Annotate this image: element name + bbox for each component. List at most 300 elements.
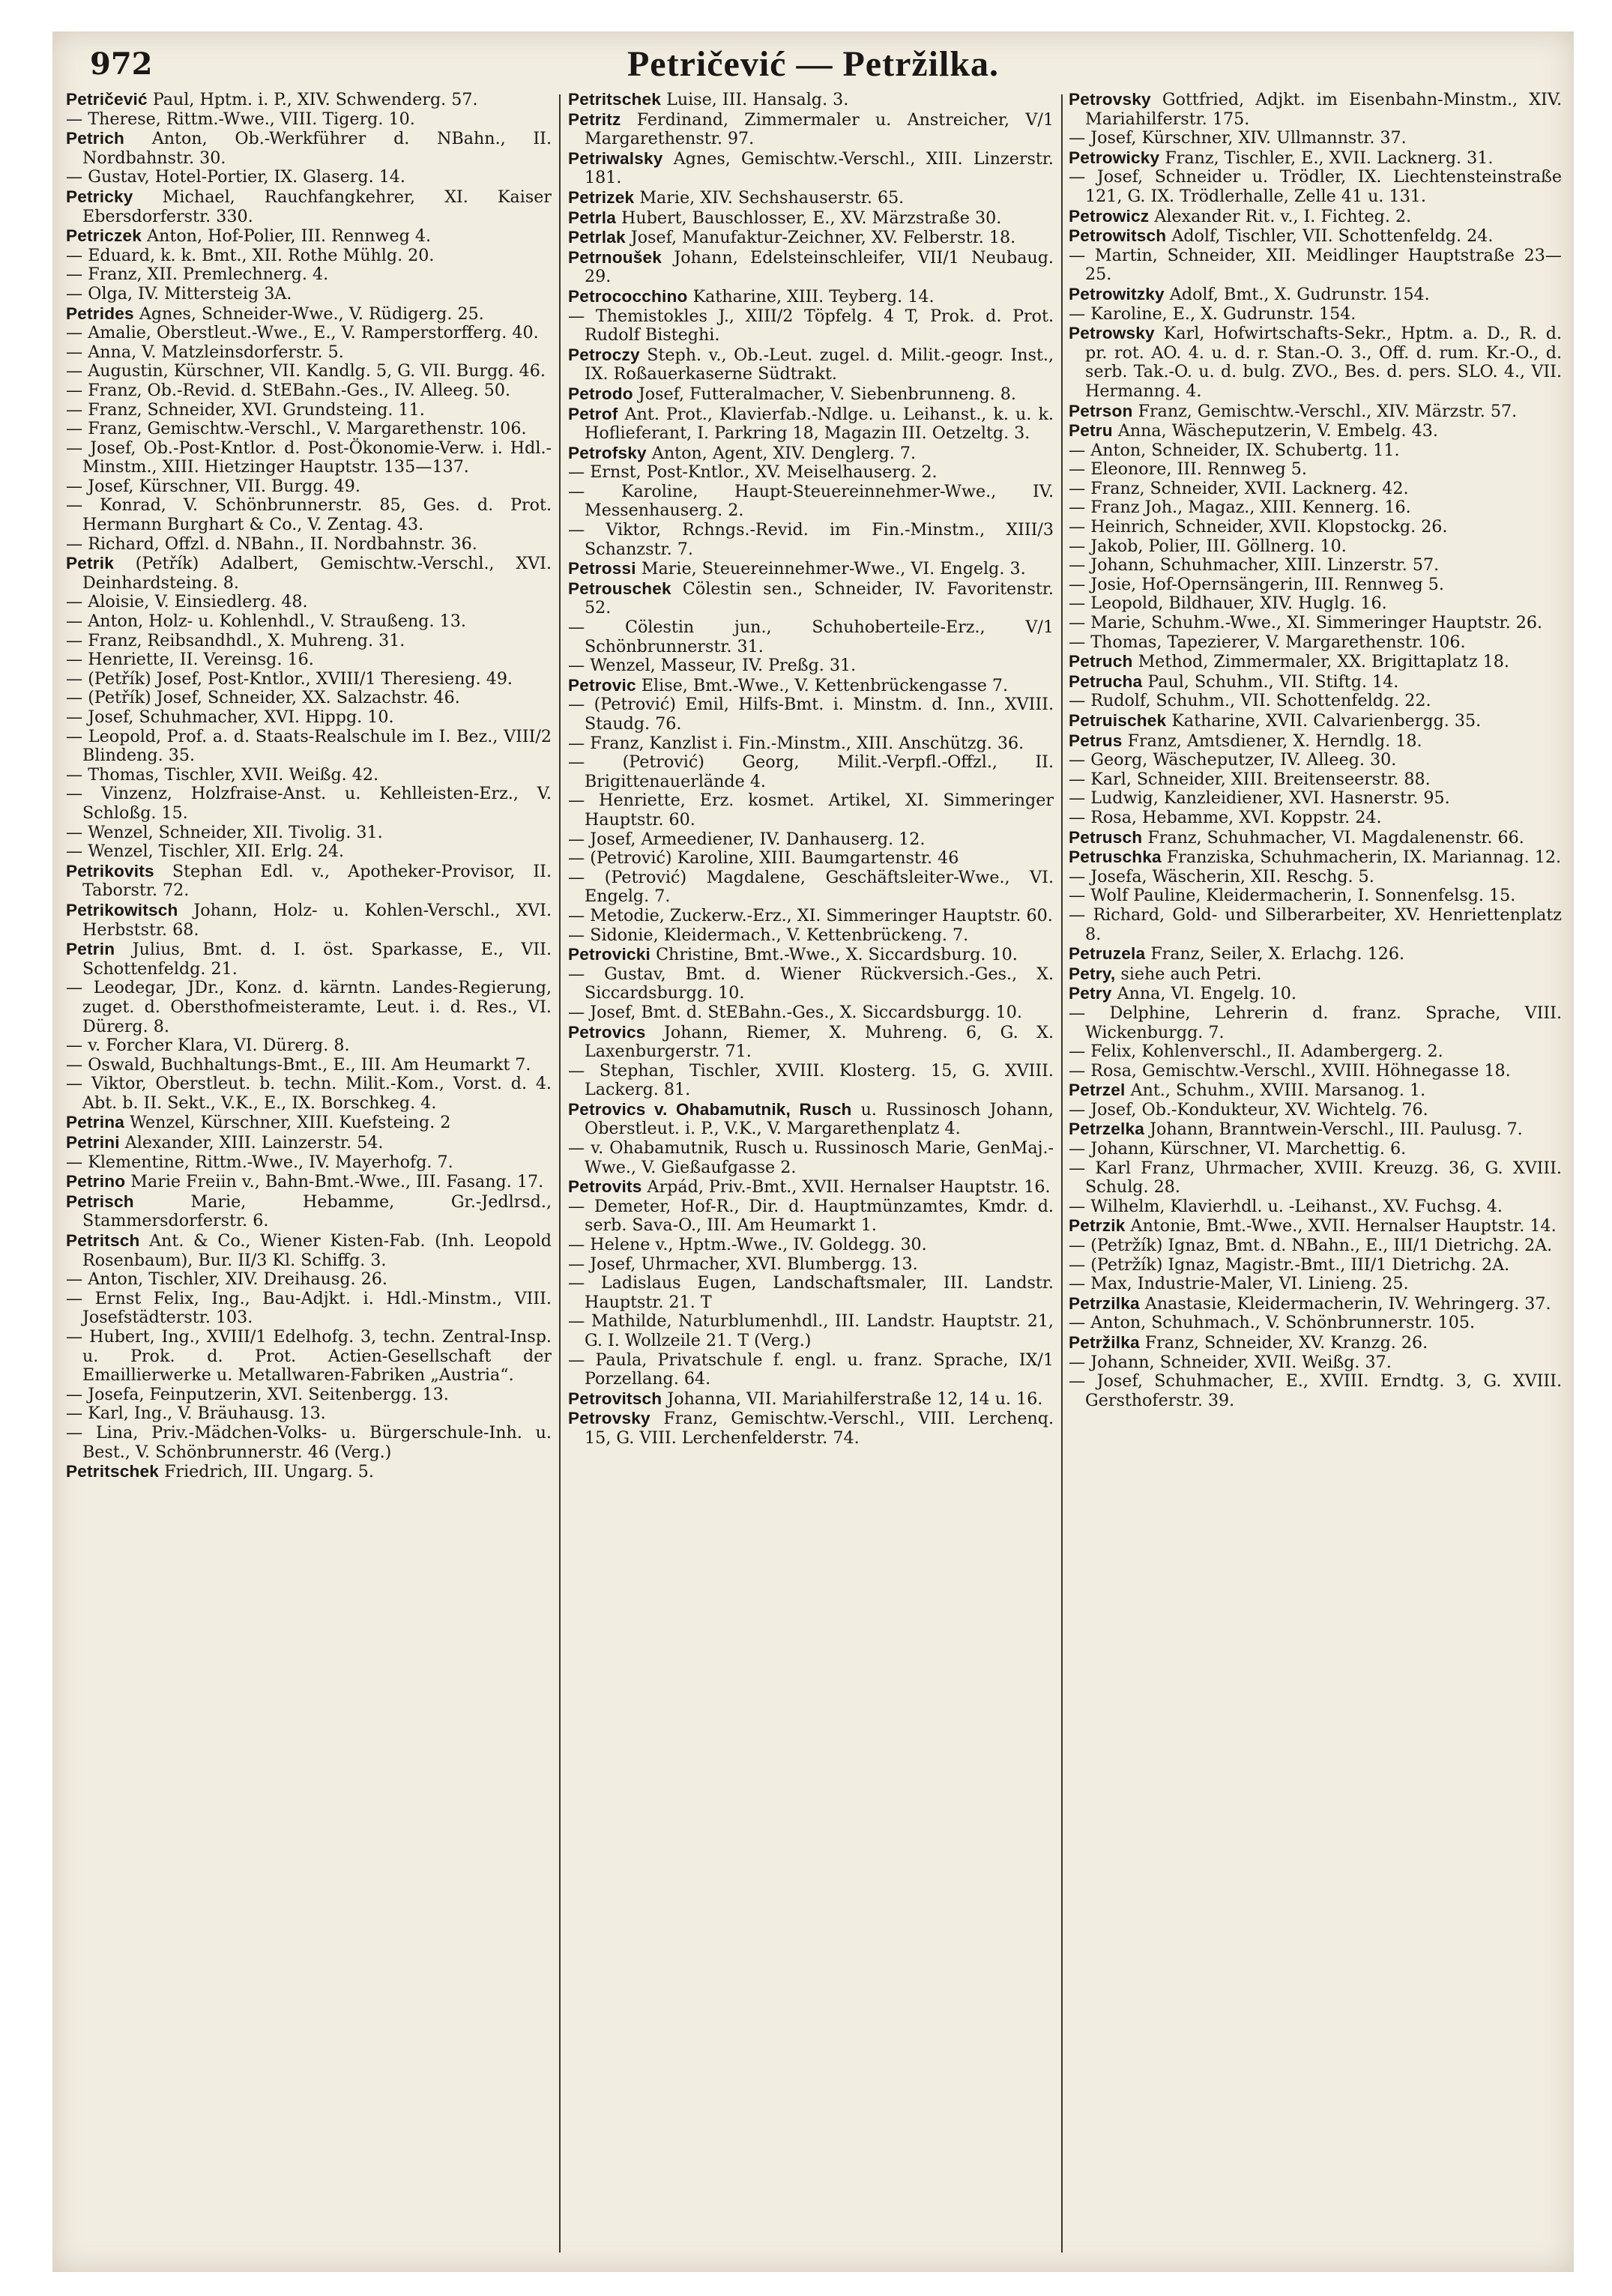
directory-entry	[568, 110, 1054, 149]
directory-entry	[1069, 1314, 1562, 1333]
entry-text: — Themistokles J., XIII/2 Töpfelg. 4 T, Prok. d. Prot. Rudolf Bisteghi.	[568, 306, 1054, 345]
entry-text: — Karoline, Haupt-Steuereinnehmer-Wwe., IV. Messenhauserg. 2.	[568, 481, 1054, 521]
surname-heading: Petruischek	[1069, 711, 1167, 730]
entry-text: — (Petřík) Josef, Post-Kntlor., XVIII/1 Theresieng. 49.	[66, 668, 513, 689]
entry-text: — v. Forcher Klara, VI. Dürerg. 8.	[66, 1036, 350, 1056]
directory-entry	[66, 650, 552, 670]
directory-entry	[66, 168, 552, 187]
entry-text: Anna, Wäscheputzerin, V. Embelg. 43.	[1112, 421, 1438, 441]
entry-text: Agnes, Gemischtw.-Verschl., XIII. Linzerstr. 181.	[585, 148, 1054, 188]
entry-text: Hubert, Bauschlosser, E., XV. Märzstraße 30.	[616, 208, 1002, 228]
surname-heading: Petritschek	[568, 90, 662, 109]
entry-text: — Franz Joh., Magaz., XIII. Kennerg. 16.	[1069, 498, 1411, 518]
surname-heading: Petrovicki	[568, 945, 651, 964]
surname-heading: Petrson	[1069, 401, 1133, 420]
directory-entry	[568, 676, 1054, 696]
entry-text: — Sidonie, Kleidermach., V. Kettenbrückeng. 7.	[568, 925, 969, 945]
surname-heading: Petrowitsch	[1069, 226, 1167, 246]
entry-text: — Paula, Privatschule f. engl. u. franz. Sprache, IX/1 Porzellang. 64.	[568, 1350, 1054, 1389]
entry-text: Ant. & Co., Wiener Kisten-Fab. (Inh. Leopold Rosenbaum), Bur. II/3 Kl. Schiffg. 3.	[82, 1231, 552, 1270]
surname-heading: Petrich	[66, 129, 124, 148]
surname-heading: Petrucha	[1069, 671, 1143, 691]
entry-text: — Aloisie, V. Einsiedlerg. 48.	[66, 592, 308, 612]
entry-text: Ferdinand, Zimmermaler u. Anstreicher, V/1 Margarethenstr. 97.	[585, 109, 1054, 149]
directory-entry	[1069, 751, 1562, 770]
entry-text: — Stephan, Tischler, XVIII. Klosterg. 15, G. XVIII. Lackerg. 81.	[568, 1060, 1054, 1100]
entry-text: — Johann, Schneider, XVII. Weißg. 37.	[1069, 1352, 1392, 1372]
entry-text: — Ernst Felix, Ing., Bau-Adjkt. i. Hdl.-Minstm., VIII. Josefstädterstr. 103.	[66, 1288, 552, 1328]
surname-heading: Petriczek	[66, 226, 142, 246]
entry-text: — Mathilde, Naturblumenhdl., III. Landstr. Hauptstr. 21, G. I. Wollzeile 21. T (Verg.)	[568, 1311, 1054, 1350]
surname-heading: Petrzelka	[1069, 1120, 1145, 1139]
directory-entry	[66, 842, 552, 862]
directory-entry	[568, 830, 1054, 850]
directory-entry	[1069, 1004, 1562, 1042]
directory-entry	[66, 1270, 552, 1290]
directory-entry	[66, 110, 552, 130]
directory-entry	[66, 708, 552, 728]
entry-text: — Josef, Uhrmacher, XVI. Blumbergg. 13.	[568, 1254, 918, 1274]
entry-text: — Josef, Schuhmacher, E., XVIII. Erndtg. 3, G. XVIII. Gersthoferstr. 39.	[1069, 1371, 1562, 1410]
entry-text: — Leodegar, JDr., Konz. d. kärntn. Landes-Regierung, zuget. d. Obersthofmeisteramte, Leut. i. d. Res., VI. Dürerg. 8.	[66, 978, 552, 1036]
entry-text: u. Russinosch Johann, Oberstleut. i. P., V.K., V. Margarethenplatz 4.	[585, 1099, 1054, 1139]
surname-heading: Petruch	[1069, 652, 1133, 671]
entry-text: — Thomas, Tapezierer, V. Margarethenstr. 106.	[1069, 632, 1466, 652]
directory-entry	[1069, 731, 1562, 752]
directory-entry	[568, 248, 1054, 287]
entry-text: — Rudolf, Schuhm., VII. Schottenfeldg. 22.	[1069, 691, 1431, 711]
directory-entry	[1069, 789, 1562, 809]
entry-text: — v. Ohabamutnik, Rusch u. Russinosch Marie, GenMaj.-Wwe., V. Gießaufgasse 2.	[568, 1138, 1054, 1177]
surname-heading: Petrofsky	[568, 443, 647, 462]
directory-entry	[1069, 556, 1562, 575]
entry-text: — Wolf Pauline, Kleidermacherin, I. Sonnenfelsg. 15.	[1069, 886, 1516, 906]
surname-heading: Petrouschek	[568, 578, 671, 598]
entry-text: — Max, Industrie-Maler, VI. Linieng. 25.	[1069, 1274, 1409, 1294]
surname-heading: Petrovitsch	[568, 1389, 662, 1408]
directory-entry	[1069, 906, 1562, 944]
entry-text: — Thomas, Tischler, XVII. Weißg. 42.	[66, 764, 379, 785]
entry-text: — Gustav, Bmt. d. Wiener Rückversich.-Ges., X. Siccardsburgg. 10.	[568, 964, 1054, 1003]
entry-text: Anna, VI. Engelg. 10.	[1111, 984, 1296, 1004]
entry-text: — (Petrović) Karoline, XIII. Baumgartenstr. 46	[568, 848, 959, 868]
directory-entry	[1069, 652, 1562, 672]
directory-entry	[568, 521, 1054, 559]
directory-entry	[1069, 614, 1562, 633]
page-number: 972	[90, 46, 153, 82]
directory-entry	[1069, 168, 1562, 206]
entry-text: — Josef, Armeediener, IV. Danhauserg. 12.	[568, 829, 926, 849]
entry-text: Marie, XIV. Sechshauserstr. 65.	[634, 187, 905, 208]
entry-text: — Konrad, V. Schönbrunnerstr. 85, Ges. d. Prot. Hermann Burghart & Co., V. Zentag. 43.	[66, 495, 552, 535]
directory-entry	[66, 401, 552, 420]
entry-text: — Vinzenz, Holzfraise-Anst. u. Kehlleisten-Erz., V. Schloßg. 15.	[66, 784, 552, 823]
entry-text: — Hubert, Ing., XVIII/1 Edelhofg. 3, techn. Zentral-Insp. u. Prok. d. Prot. Actien-Gesellschaft der Emaillierwerke u. Metallwaren-Fabriken „Austria“.	[66, 1327, 552, 1386]
entry-text: Adolf, Tischler, VII. Schottenfeldg. 24.	[1166, 226, 1494, 247]
directory-entry	[1069, 537, 1562, 557]
directory-entry	[568, 1023, 1054, 1062]
directory-entry	[1069, 207, 1562, 227]
directory-entry	[1069, 402, 1562, 422]
directory-entry	[1069, 480, 1562, 499]
directory-entry	[1069, 1275, 1562, 1294]
directory-entry	[1069, 1236, 1562, 1256]
directory-entry	[1069, 809, 1562, 828]
entry-text: Elise, Bmt.-Wwe., V. Kettenbrückengasse 7.	[636, 675, 1009, 695]
directory-entry	[568, 405, 1054, 444]
entry-text: — Franz, Schneider, XVI. Grundsteing. 11.	[66, 399, 425, 420]
entry-text: — Eduard, k. k. Bmt., XII. Rothe Mühlg. 20.	[66, 245, 435, 265]
directory-entry	[66, 90, 552, 110]
surname-heading: Petrococchino	[568, 286, 688, 306]
entry-text: — Marie, Schuhm.-Wwe., XI. Simmeringer Hauptstr. 26.	[1069, 613, 1543, 633]
entry-text: — Josef, Bmt. d. StEBahn.-Ges., X. Siccardsburgg. 10.	[568, 1002, 1022, 1022]
entry-text: — Metodie, Zuckerw.-Erz., XI. Simmeringer Hauptstr. 60.	[568, 905, 1053, 925]
entry-text: Marie, Hebamme, Gr.-Jedlrsd., Stammersdorferstr. 6.	[82, 1191, 552, 1231]
surname-heading: Petricky	[66, 187, 133, 206]
surname-heading: Petritschek	[66, 1462, 160, 1481]
directory-entry	[568, 753, 1054, 791]
entry-text: Stephan Edl. v., Apotheker-Provisor, II. Taborstr. 72.	[82, 861, 552, 901]
entry-text: Michael, Rauchfangkehrer, XI. Kaiser Ebersdorferstr. 330.	[82, 187, 552, 226]
directory-entry	[66, 1404, 552, 1424]
surname-heading: Petriwalsky	[568, 148, 663, 168]
directory-entry	[1069, 633, 1562, 653]
directory-entry	[1069, 421, 1562, 441]
entry-text: Method, Zimmermaler, XX. Brigittaplatz 18.	[1132, 652, 1509, 672]
directory-entry	[568, 734, 1054, 754]
directory-entry	[1069, 868, 1562, 887]
surname-heading: Petričević	[66, 90, 148, 109]
entry-text: — Rosa, Gemischtw.-Verschl., XVIII. Höhnegasse 18.	[1069, 1060, 1511, 1081]
directory-entry	[1069, 711, 1562, 731]
directory-entry	[66, 1328, 552, 1386]
entry-text: Marie Freiin v., Bahn-Bmt.-Wwe., III. Fasang. 17.	[125, 1172, 544, 1192]
directory-entry	[1069, 1216, 1562, 1236]
entry-text: — Johann, Schuhmacher, XIII. Linzerstr. 57.	[1069, 555, 1440, 575]
directory-entry	[568, 945, 1054, 965]
directory-entry	[66, 285, 552, 304]
directory-entry	[1069, 886, 1562, 906]
entry-text: Katharine, XVII. Calvarienbergg. 35.	[1166, 711, 1482, 731]
surname-heading: Petrovics	[568, 1022, 646, 1042]
directory-entry	[66, 1075, 552, 1113]
surname-heading: Petry,	[1069, 964, 1116, 983]
entry-text: — Franz, Ob.-Revid. d. StEBahn.-Ges., IV. Alleeg. 50.	[66, 380, 511, 400]
entry-text: siehe auch Petri.	[1115, 964, 1262, 984]
directory-entry	[568, 1274, 1054, 1312]
surname-heading: Petrini	[66, 1133, 120, 1152]
surname-heading: Petritz	[568, 109, 621, 129]
directory-entry	[66, 1462, 552, 1482]
directory-entry	[568, 1003, 1054, 1023]
directory-entry	[568, 791, 1054, 830]
directory-entry	[66, 1231, 552, 1270]
directory-entry	[568, 1062, 1054, 1100]
entry-text: — Felix, Kohlenverschl., II. Adambergerg. 2.	[1069, 1042, 1443, 1062]
directory-entry	[1069, 672, 1562, 692]
surname-heading: Petrovic	[568, 675, 636, 695]
entry-text: — Ernst, Post-Kntlor., XV. Meiselhauserg. 2.	[568, 462, 938, 483]
entry-text: — Wenzel, Schneider, XII. Tivolig. 31.	[66, 822, 383, 842]
entry-text: — Richard, Offzl. d. NBahn., II. Nordbahnstr. 36.	[66, 534, 477, 554]
surname-heading: Petrzel	[1069, 1081, 1126, 1100]
directory-entry	[66, 439, 552, 477]
entry-text: — Josie, Hof-Opernsängerin, III. Rennweg 5.	[1069, 574, 1444, 594]
entry-text: Franz, Amtsdiener, X. Herndlg. 18.	[1122, 731, 1422, 751]
entry-text: Gottfried, Adjkt. im Eisenbahn-Minstm., XIV. Mariahilferstr. 175.	[1085, 90, 1562, 129]
entry-text: — Martin, Schneider, XII. Meidlinger Hauptstraße 23—25.	[1069, 245, 1562, 285]
directory-entry	[1069, 1120, 1562, 1140]
surname-heading: Petrossi	[568, 559, 636, 578]
directory-entry	[66, 187, 552, 226]
entry-text: — Oswald, Buchhaltungs-Bmt., E., III. Am Heumarkt 7.	[66, 1054, 531, 1075]
entry-text: — Karl, Schneider, XIII. Breitenseerstr. 88.	[1069, 769, 1431, 789]
surname-heading: Petrowicz	[1069, 206, 1150, 226]
entry-text: — (Petržík) Ignaz, Magistr.-Bmt., III/1 Dietrichg. 2A.	[1069, 1254, 1510, 1275]
entry-text: — Leopold, Bildhauer, XIV. Huglg. 16.	[1069, 593, 1387, 614]
directory-entry	[568, 228, 1054, 248]
entry-text: — Franz, XII. Premlechnerg. 4.	[66, 265, 329, 285]
directory-entry	[66, 343, 552, 363]
directory-entry	[1069, 1140, 1562, 1159]
entry-text: Katharine, XIII. Teyberg. 14.	[687, 286, 935, 306]
entry-text: — Anton, Holz- u. Kohlenhdl., V. Straußeng. 13.	[66, 611, 466, 632]
directory-column-2	[568, 90, 1054, 2263]
entry-text: — Ludwig, Kanzleidiener, XVI. Hasnerstr. 95.	[1069, 788, 1450, 809]
entry-text: Franz, Schneider, XV. Kranzg. 26.	[1139, 1333, 1428, 1353]
surname-heading: Petrovsky	[568, 1409, 650, 1428]
surname-heading: Petrof	[568, 404, 618, 423]
surname-heading: Petrla	[568, 208, 616, 227]
entry-text: — Karl Franz, Uhrmacher, XVIII. Kreuzg. 36, G. XVIII. Schulg. 28.	[1069, 1158, 1562, 1197]
entry-text: — Rosa, Hebamme, XVI. Koppstr. 24.	[1069, 807, 1382, 827]
directory-entry	[1069, 1042, 1562, 1062]
directory-entry	[66, 862, 552, 901]
surname-heading: Petroczy	[568, 345, 640, 364]
directory-entry	[66, 554, 552, 593]
directory-entry	[568, 695, 1054, 734]
directory-entry	[568, 618, 1054, 656]
directory-entry	[1069, 1256, 1562, 1275]
entry-text: — Leopold, Prof. a. d. Staats-Realschule im I. Bez., VIII/2 Blindeng. 35.	[66, 726, 552, 766]
directory-entry	[66, 940, 552, 979]
entry-text: — Olga, IV. Mittersteig 3A.	[66, 283, 292, 303]
entry-text: — Anton, Tischler, XIV. Dreihausg. 26.	[66, 1269, 387, 1290]
directory-entry	[66, 1386, 552, 1405]
directory-entry	[66, 689, 552, 708]
entry-text: — Karoline, E., X. Gudrunstr. 154.	[1069, 303, 1356, 324]
directory-entry	[1069, 594, 1562, 614]
directory-entry	[568, 384, 1054, 405]
directory-entry	[66, 1424, 552, 1462]
entry-text: — Anna, V. Matzleinsdorferstr. 5.	[66, 342, 344, 362]
entry-text: — Franz, Schneider, XVII. Lacknerg. 42.	[1069, 478, 1409, 498]
entry-text: — Johann, Kürschner, VI. Marchettig. 6.	[1069, 1139, 1407, 1159]
surname-heading: Petrina	[66, 1113, 124, 1132]
surname-heading: Petrus	[1069, 731, 1123, 750]
directory-entry	[1069, 1101, 1562, 1120]
column-divider	[559, 94, 561, 2253]
entry-text: — Demeter, Hof-R., Dir. d. Hauptmünzamtes, Kmdr. d. serb. Sava-O., III. Am Heumarkt 1.	[568, 1196, 1054, 1236]
directory-entry	[568, 965, 1054, 1003]
directory-entry	[568, 483, 1054, 521]
entry-text: Anton, Ob.-Werkführer d. NBahn., II. Nordbahnstr. 30.	[82, 129, 552, 168]
directory-entry	[66, 632, 552, 651]
directory-entry	[1069, 1197, 1562, 1217]
entry-text: — Franz, Reibsandhdl., X. Muhreng. 31.	[66, 630, 405, 650]
directory-entry	[1069, 770, 1562, 790]
directory-entry	[568, 1236, 1054, 1255]
entry-text: — Viktor, Rchngs.-Revid. im Fin.-Minstm., XIII/3 Schanzstr. 7.	[568, 520, 1054, 559]
entry-text: Josef, Futteralmacher, V. Siebenbrunneng. 8.	[633, 384, 1016, 404]
directory-entry	[66, 381, 552, 401]
directory-entry	[568, 1255, 1054, 1275]
directory-entry	[1069, 1333, 1562, 1353]
entry-text: — Wenzel, Masseur, IV. Preßg. 31.	[568, 656, 857, 676]
surname-heading: Petrides	[66, 303, 134, 323]
entry-text: — Heinrich, Schneider, XVII. Klopstockg. 26.	[1069, 517, 1448, 537]
entry-text: Anton, Agent, XIV. Denglerg. 7.	[646, 443, 917, 463]
entry-text: — Josef, Kürschner, XIV. Ullmannstr. 37.	[1069, 128, 1407, 148]
directory-entry	[568, 208, 1054, 229]
entry-text: — Eleonore, III. Rennweg 5.	[1069, 459, 1307, 480]
entry-text: — Richard, Gold- und Silberarbeiter, XV. Henriettenplatz 8.	[1069, 904, 1562, 944]
directory-entry	[568, 1351, 1054, 1389]
directory-entry	[66, 670, 552, 689]
surname-heading: Petrnoušek	[568, 247, 662, 267]
surname-heading: Petrikowitsch	[66, 900, 178, 919]
directory-entry	[568, 1389, 1054, 1410]
surname-heading: Petru	[1069, 421, 1113, 441]
directory-entry	[568, 307, 1054, 345]
entry-text: Ant., Schuhm., XVIII. Marsanog. 1.	[1125, 1081, 1426, 1101]
directory-entry	[1069, 1159, 1562, 1197]
directory-entry	[66, 1113, 552, 1133]
directory-entry	[1069, 1353, 1562, 1373]
entry-text: Franz, Schuhmacher, VI. Magdalenenstr. 66.	[1142, 827, 1524, 848]
directory-entry	[66, 304, 552, 324]
surname-heading: Petrzik	[1069, 1216, 1126, 1236]
surname-heading: Petrlak	[568, 228, 626, 247]
directory-entry	[66, 766, 552, 785]
directory-entry	[1069, 964, 1562, 985]
surname-heading: Petritsch	[66, 1231, 140, 1251]
directory-entry	[66, 728, 552, 766]
entry-text: — (Petrović) Georg, Milit.-Verpfl.-Offzl., II. Brigittenauerlände 4.	[568, 752, 1054, 791]
page-header	[82, 42, 1544, 94]
entry-text: Steph. v., Ob.-Leut. zugel. d. Milit.-geogr. Inst., IX. Roßauerkaserne Südtrakt.	[585, 345, 1054, 384]
entry-text: Ant. Prot., Klavierfab.-Ndlge. u. Leihanst., k. u. k. Hoflieferant, I. Parkring 18, Magazin III. Oetzeltg. 3.	[585, 404, 1054, 444]
entry-text: Johann, Holz- u. Kohlen-Verschl., XVI. Herbststr. 68.	[82, 900, 552, 940]
directory-entry	[1069, 1081, 1562, 1101]
directory-entry	[1069, 226, 1562, 247]
directory-entry	[1069, 984, 1562, 1004]
surname-heading: Petruzela	[1069, 944, 1146, 964]
directory-entry	[66, 226, 552, 247]
entry-text: — Wenzel, Tischler, XII. Erlg. 24.	[66, 842, 345, 862]
entry-text: Karl, Hofwirtschafts-Sekr., Hptm. a. D., R. d. pr. rot. AO. 4. u. d. r. Stan.-O. 3., Off. d. rum. Kr.-O., d. serb. Tak.-O. u. d. bulg. ZVO., Bes. d. pers. SLO. 4., VII. Hermanng. 4.	[1085, 324, 1562, 401]
surname-heading: Petrusch	[1069, 827, 1143, 847]
directory-entry	[66, 265, 552, 285]
directory-entry	[1069, 828, 1562, 848]
directory-entry	[568, 188, 1054, 208]
directory-entry	[66, 593, 552, 612]
entry-text: Franz, Tischler, E., XVII. Lacknerg. 31.	[1159, 148, 1494, 168]
directory-entry	[66, 535, 552, 555]
directory-entry	[66, 901, 552, 940]
directory-entry	[568, 849, 1054, 868]
entry-text: Christine, Bmt.-Wwe., X. Siccardsburg. 10.	[650, 945, 1018, 965]
entry-text: Johann, Edelsteinschleifer, VII/1 Neubaug. 29.	[585, 247, 1054, 287]
surname-heading: Petrzilka	[1069, 1293, 1140, 1313]
directory-entry	[1069, 324, 1562, 401]
directory-entry	[568, 868, 1054, 907]
directory-entry	[1069, 575, 1562, 595]
entry-text: — Josef, Ob.-Post-Kntlor. d. Post-Ökonomie-Verw. i. Hdl.-Minstm., XIII. Hietzinger Hauptstr. 135—137.	[66, 438, 552, 477]
directory-entry	[66, 785, 552, 823]
directory-entry	[66, 247, 552, 266]
directory-entry	[66, 324, 552, 343]
surname-heading: Petrisch	[66, 1191, 134, 1211]
directory-entry	[1069, 129, 1562, 148]
directory-entry	[568, 1177, 1054, 1197]
directory-entry	[66, 1172, 552, 1192]
entry-text: — Georg, Wäscheputzer, IV. Alleeg. 30.	[1069, 750, 1397, 770]
entry-text: Franz, Gemischtw.-Verschl., VIII. Lerchenq. 15, G. VIII. Lerchenfelderstr. 74.	[585, 1409, 1054, 1448]
entry-text: — (Petrović) Magdalene, Geschäftsleiter-Wwe., VI. Engelg. 7.	[568, 867, 1054, 907]
directory-entry	[66, 362, 552, 381]
directory-entry	[66, 1153, 552, 1173]
entry-text: Johann, Riemer, X. Muhreng. 6, G. X. Laxenburgerstr. 71.	[585, 1022, 1054, 1062]
entry-text: — Josef, Schuhmacher, XVI. Hippg. 10.	[66, 707, 394, 727]
directory-entry	[568, 907, 1054, 926]
entry-text: — Josefa, Feinputzerin, XVI. Seitenbergg. 13.	[66, 1384, 449, 1404]
entry-text: Alexander, XIII. Lainzerstr. 54.	[119, 1133, 384, 1153]
surname-heading: Petrik	[66, 554, 114, 573]
directory-entry	[1069, 305, 1562, 324]
directory-entry	[66, 129, 552, 168]
directory-entry	[1069, 90, 1562, 129]
directory-entry	[568, 1312, 1054, 1350]
directory-entry	[1069, 285, 1562, 305]
surname-heading: Petry	[1069, 984, 1112, 1003]
entry-text: — Amalie, Oberstleut.-Wwe., E., V. Ramperstorfferg. 40.	[66, 323, 539, 343]
entry-text: — Gustav, Hotel-Portier, IX. Glaserg. 14.	[66, 167, 405, 187]
directory-entry	[66, 612, 552, 632]
column-divider	[1061, 94, 1063, 2253]
directory-entry	[66, 1192, 552, 1231]
directory-entry	[1069, 460, 1562, 480]
surname-heading: Petrovits	[568, 1177, 642, 1197]
entry-text: Anastasie, Kleidermacherin, IV. Wehringerg. 37.	[1139, 1293, 1551, 1314]
entry-text: Cölestin sen., Schneider, IV. Favoritenstr. 52.	[585, 578, 1054, 618]
surname-heading: Petrizek	[568, 187, 635, 207]
surname-heading: Petrino	[66, 1172, 126, 1191]
entry-text: — Anton, Schneider, IX. Schubertg. 11.	[1069, 440, 1400, 460]
surname-heading: Petrovics v. Ohabamutnik, Rusch	[568, 1099, 852, 1119]
entry-text: — Karl, Ing., V. Bräuhausg. 13.	[66, 1404, 326, 1424]
directory-entry	[568, 559, 1054, 579]
entry-text: — Henriette, II. Vereinsg. 16.	[66, 650, 314, 670]
entry-text: — Jakob, Polier, III. Göllnerg. 10.	[1069, 536, 1347, 556]
surname-heading: Petrikovits	[66, 861, 154, 880]
entry-text: — (Petržík) Ignaz, Bmt. d. NBahn., E., III/1 Dietrichg. 2A.	[1069, 1236, 1553, 1256]
entry-text: — Anton, Schuhmach., V. Schönbrunnerstr. 105.	[1069, 1313, 1476, 1333]
directory-entry	[568, 463, 1054, 483]
directory-entry	[568, 149, 1054, 188]
directory-entry	[66, 824, 552, 843]
